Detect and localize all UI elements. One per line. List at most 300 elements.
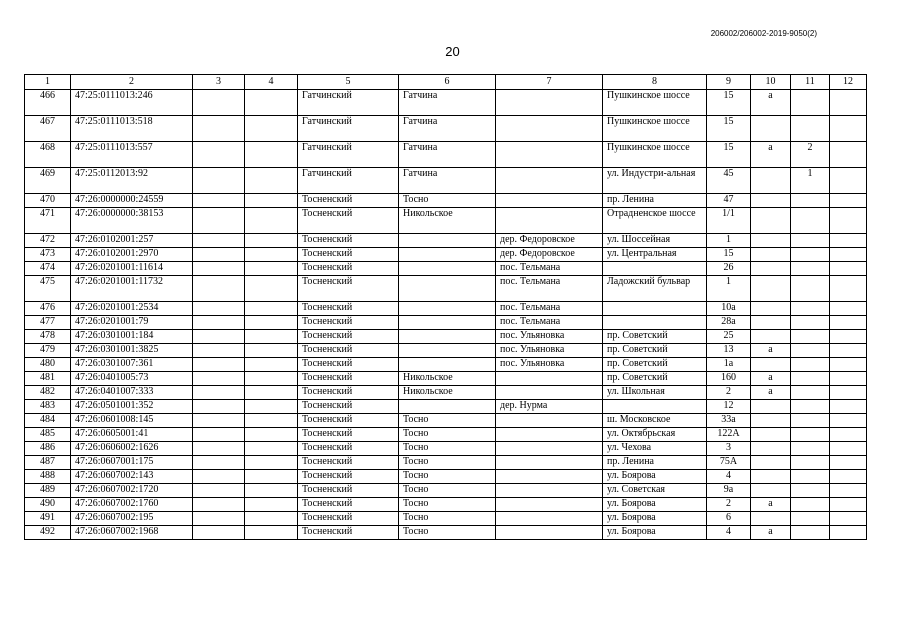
district-cell: Тосненский: [298, 248, 399, 262]
table-row: [25, 498, 867, 512]
col-3-cell: [193, 358, 245, 372]
col-4-cell: [245, 142, 298, 168]
locality-cell: [496, 428, 603, 442]
col-4-cell: [245, 116, 298, 142]
col-3-cell: [193, 526, 245, 540]
street-cell: Ладожский бульвар: [603, 276, 707, 302]
col-4-cell: [245, 470, 298, 484]
structure-cell: [791, 344, 830, 358]
building-cell: а: [751, 498, 791, 512]
structure-cell: [791, 512, 830, 526]
district-cell: Гатчинский: [298, 168, 399, 194]
column-header: 12: [830, 75, 867, 90]
col-12-cell: [830, 330, 867, 344]
col-4-cell: [245, 372, 298, 386]
street-cell: ул. Шоссейная: [603, 234, 707, 248]
settlement-cell: [399, 248, 496, 262]
house-number-cell: 3: [707, 442, 751, 456]
row-number-cell: 492: [25, 526, 71, 540]
table-row: [25, 302, 867, 316]
cadastral-number-cell: 47:26:0201001:11614: [71, 262, 193, 276]
building-cell: [751, 248, 791, 262]
structure-cell: [791, 330, 830, 344]
building-cell: [751, 116, 791, 142]
cadastral-number-cell: 47:25:0111013:518: [71, 116, 193, 142]
street-cell: Пушкинское шоссе: [603, 90, 707, 116]
building-cell: [751, 428, 791, 442]
building-cell: а: [751, 386, 791, 400]
building-cell: [751, 358, 791, 372]
structure-cell: 2: [791, 142, 830, 168]
structure-cell: [791, 208, 830, 234]
structure-cell: [791, 116, 830, 142]
settlement-cell: Гатчина: [399, 168, 496, 194]
house-number-cell: 15: [707, 248, 751, 262]
col-12-cell: [830, 302, 867, 316]
settlement-cell: Тосно: [399, 470, 496, 484]
row-number-cell: 484: [25, 414, 71, 428]
house-number-cell: 33а: [707, 414, 751, 428]
col-3-cell: [193, 208, 245, 234]
house-number-cell: 47: [707, 194, 751, 208]
street-cell: [603, 262, 707, 276]
col-4-cell: [245, 248, 298, 262]
col-12-cell: [830, 498, 867, 512]
row-number-cell: 466: [25, 90, 71, 116]
building-cell: [751, 414, 791, 428]
col-4-cell: [245, 526, 298, 540]
row-number-cell: 470: [25, 194, 71, 208]
street-cell: Отрадненское шоссе: [603, 208, 707, 234]
street-cell: ул. Октябрьская: [603, 428, 707, 442]
settlement-cell: [399, 276, 496, 302]
cadastral-number-cell: 47:26:0607002:1720: [71, 484, 193, 498]
col-4-cell: [245, 484, 298, 498]
district-cell: Тосненский: [298, 194, 399, 208]
col-3-cell: [193, 262, 245, 276]
col-12-cell: [830, 316, 867, 330]
col-4-cell: [245, 168, 298, 194]
col-12-cell: [830, 358, 867, 372]
settlement-cell: Тосно: [399, 512, 496, 526]
row-number-cell: 483: [25, 400, 71, 414]
col-4-cell: [245, 208, 298, 234]
col-12-cell: [830, 414, 867, 428]
table-row: [25, 414, 867, 428]
cadastral-number-cell: 47:26:0102001:2970: [71, 248, 193, 262]
district-cell: Гатчинский: [298, 142, 399, 168]
cadastral-number-cell: 47:26:0102001:257: [71, 234, 193, 248]
house-number-cell: 25: [707, 330, 751, 344]
building-cell: [751, 262, 791, 276]
building-cell: [751, 208, 791, 234]
building-cell: а: [751, 526, 791, 540]
street-cell: пр. Ленина: [603, 194, 707, 208]
house-number-cell: 1: [707, 276, 751, 302]
street-cell: ул. Боярова: [603, 498, 707, 512]
col-12-cell: [830, 142, 867, 168]
cadastral-number-cell: 47:26:0605001:41: [71, 428, 193, 442]
col-3-cell: [193, 90, 245, 116]
table-row: [25, 90, 867, 116]
col-12-cell: [830, 90, 867, 116]
locality-cell: [496, 512, 603, 526]
house-number-cell: 4: [707, 470, 751, 484]
building-cell: а: [751, 344, 791, 358]
row-number-cell: 469: [25, 168, 71, 194]
district-cell: Тосненский: [298, 234, 399, 248]
structure-cell: [791, 358, 830, 372]
structure-cell: [791, 470, 830, 484]
cadastral-number-cell: 47:26:0606002:1626: [71, 442, 193, 456]
settlement-cell: Тосно: [399, 456, 496, 470]
row-number-cell: 489: [25, 484, 71, 498]
col-4-cell: [245, 90, 298, 116]
building-cell: [751, 234, 791, 248]
col-12-cell: [830, 372, 867, 386]
district-cell: Тосненский: [298, 470, 399, 484]
house-number-cell: 2: [707, 386, 751, 400]
table-row: [25, 276, 867, 302]
street-cell: ул. Центральная: [603, 248, 707, 262]
cadastral-number-cell: 47:26:0301001:3825: [71, 344, 193, 358]
col-4-cell: [245, 428, 298, 442]
street-cell: ул. Боярова: [603, 512, 707, 526]
col-12-cell: [830, 276, 867, 302]
building-cell: [751, 330, 791, 344]
col-3-cell: [193, 330, 245, 344]
cadastral-number-cell: 47:26:0607002:143: [71, 470, 193, 484]
table-row: [25, 344, 867, 358]
locality-cell: пос. Тельмана: [496, 262, 603, 276]
building-cell: [751, 194, 791, 208]
building-cell: [751, 400, 791, 414]
cadastral-number-cell: 47:25:0112013:92: [71, 168, 193, 194]
settlement-cell: [399, 330, 496, 344]
street-cell: ул. Боярова: [603, 526, 707, 540]
col-4-cell: [245, 234, 298, 248]
table-row: [25, 484, 867, 498]
house-number-cell: 28а: [707, 316, 751, 330]
house-number-cell: 13: [707, 344, 751, 358]
structure-cell: [791, 276, 830, 302]
locality-cell: пос. Тельмана: [496, 316, 603, 330]
table-row: [25, 168, 867, 194]
settlement-cell: [399, 262, 496, 276]
structure-cell: [791, 428, 830, 442]
house-number-cell: 26: [707, 262, 751, 276]
cadastral-number-cell: 47:26:0401007:333: [71, 386, 193, 400]
settlement-cell: Тосно: [399, 194, 496, 208]
column-header: 4: [245, 75, 298, 90]
table-row: [25, 262, 867, 276]
col-12-cell: [830, 262, 867, 276]
locality-cell: дер. Федоровское: [496, 234, 603, 248]
district-cell: Тосненский: [298, 302, 399, 316]
locality-cell: [496, 414, 603, 428]
district-cell: Тосненский: [298, 276, 399, 302]
street-cell: [603, 302, 707, 316]
table-row: [25, 116, 867, 142]
row-number-cell: 481: [25, 372, 71, 386]
table-row: [25, 372, 867, 386]
cadastral-number-cell: 47:26:0607002:1760: [71, 498, 193, 512]
table-row: [25, 142, 867, 168]
column-number-row: [25, 75, 867, 90]
locality-cell: [496, 90, 603, 116]
row-number-cell: 486: [25, 442, 71, 456]
locality-cell: пос. Ульяновка: [496, 330, 603, 344]
row-number-cell: 478: [25, 330, 71, 344]
col-3-cell: [193, 414, 245, 428]
house-number-cell: 1/1: [707, 208, 751, 234]
table-row: [25, 316, 867, 330]
settlement-cell: [399, 358, 496, 372]
locality-cell: пос. Ульяновка: [496, 358, 603, 372]
col-4-cell: [245, 194, 298, 208]
table-row: [25, 442, 867, 456]
col-12-cell: [830, 456, 867, 470]
col-3-cell: [193, 194, 245, 208]
structure-cell: [791, 302, 830, 316]
col-3-cell: [193, 248, 245, 262]
settlement-cell: Тосно: [399, 414, 496, 428]
table-row: [25, 386, 867, 400]
house-number-cell: 1: [707, 234, 751, 248]
column-header: 9: [707, 75, 751, 90]
cadastral-number-cell: 47:26:0201001:2534: [71, 302, 193, 316]
col-12-cell: [830, 400, 867, 414]
cadastral-number-cell: 47:25:0111013:246: [71, 90, 193, 116]
row-number-cell: 475: [25, 276, 71, 302]
col-3-cell: [193, 168, 245, 194]
district-cell: Тосненский: [298, 484, 399, 498]
building-cell: [751, 168, 791, 194]
house-number-cell: 15: [707, 142, 751, 168]
building-cell: [751, 484, 791, 498]
cadastral-number-cell: 47:26:0501001:352: [71, 400, 193, 414]
table-row: [25, 248, 867, 262]
structure-cell: [791, 526, 830, 540]
locality-cell: дер. Нурма: [496, 400, 603, 414]
locality-cell: [496, 142, 603, 168]
building-cell: [751, 276, 791, 302]
col-3-cell: [193, 442, 245, 456]
district-cell: Тосненский: [298, 456, 399, 470]
row-number-cell: 490: [25, 498, 71, 512]
table-row: [25, 526, 867, 540]
col-12-cell: [830, 208, 867, 234]
structure-cell: [791, 498, 830, 512]
row-number-cell: 474: [25, 262, 71, 276]
street-cell: ул. Боярова: [603, 470, 707, 484]
settlement-cell: Тосно: [399, 428, 496, 442]
table-row: [25, 428, 867, 442]
district-cell: Тосненский: [298, 428, 399, 442]
col-12-cell: [830, 512, 867, 526]
street-cell: пр. Советский: [603, 344, 707, 358]
col-12-cell: [830, 344, 867, 358]
structure-cell: [791, 372, 830, 386]
row-number-cell: 467: [25, 116, 71, 142]
cadastral-number-cell: 47:26:0000000:38153: [71, 208, 193, 234]
building-cell: [751, 442, 791, 456]
house-number-cell: 2: [707, 498, 751, 512]
district-cell: Тосненский: [298, 358, 399, 372]
col-12-cell: [830, 168, 867, 194]
column-header: 8: [603, 75, 707, 90]
settlement-cell: Никольское: [399, 208, 496, 234]
col-4-cell: [245, 358, 298, 372]
street-cell: Пушкинское шоссе: [603, 142, 707, 168]
locality-cell: [496, 386, 603, 400]
cadastral-number-cell: 47:26:0607001:175: [71, 456, 193, 470]
house-number-cell: 6: [707, 512, 751, 526]
settlement-cell: Тосно: [399, 484, 496, 498]
col-4-cell: [245, 386, 298, 400]
col-3-cell: [193, 484, 245, 498]
structure-cell: [791, 194, 830, 208]
house-number-cell: 122А: [707, 428, 751, 442]
column-header: 6: [399, 75, 496, 90]
district-cell: Гатчинский: [298, 90, 399, 116]
col-3-cell: [193, 386, 245, 400]
district-cell: Тосненский: [298, 386, 399, 400]
building-cell: а: [751, 372, 791, 386]
structure-cell: [791, 442, 830, 456]
settlement-cell: [399, 344, 496, 358]
house-number-cell: 12: [707, 400, 751, 414]
building-cell: [751, 316, 791, 330]
settlement-cell: Никольское: [399, 372, 496, 386]
street-cell: [603, 316, 707, 330]
col-12-cell: [830, 526, 867, 540]
street-cell: ул. Советская: [603, 484, 707, 498]
settlement-cell: [399, 234, 496, 248]
table-row: [25, 234, 867, 248]
street-cell: пр. Советский: [603, 358, 707, 372]
column-header: 7: [496, 75, 603, 90]
house-number-cell: 4: [707, 526, 751, 540]
street-cell: пр. Советский: [603, 372, 707, 386]
house-number-cell: 15: [707, 90, 751, 116]
table-row: [25, 330, 867, 344]
col-4-cell: [245, 400, 298, 414]
structure-cell: [791, 400, 830, 414]
district-cell: Тосненский: [298, 498, 399, 512]
col-4-cell: [245, 302, 298, 316]
settlement-cell: [399, 302, 496, 316]
house-number-cell: 45: [707, 168, 751, 194]
table-body: [25, 90, 867, 540]
row-number-cell: 477: [25, 316, 71, 330]
col-3-cell: [193, 372, 245, 386]
col-3-cell: [193, 316, 245, 330]
row-number-cell: 468: [25, 142, 71, 168]
col-3-cell: [193, 302, 245, 316]
col-3-cell: [193, 428, 245, 442]
settlement-cell: Тосно: [399, 526, 496, 540]
table-row: [25, 470, 867, 484]
row-number-cell: 476: [25, 302, 71, 316]
row-number-cell: 482: [25, 386, 71, 400]
district-cell: Тосненский: [298, 208, 399, 234]
table-row: [25, 194, 867, 208]
building-cell: [751, 302, 791, 316]
structure-cell: [791, 456, 830, 470]
col-3-cell: [193, 116, 245, 142]
document-reference: 206002/206002-2019-9050(2): [710, 29, 817, 38]
street-cell: ш. Московское: [603, 414, 707, 428]
cadastral-number-cell: 47:26:0607002:195: [71, 512, 193, 526]
col-3-cell: [193, 456, 245, 470]
cadastral-number-cell: 47:26:0201001:11732: [71, 276, 193, 302]
row-number-cell: 480: [25, 358, 71, 372]
row-number-cell: 485: [25, 428, 71, 442]
col-12-cell: [830, 234, 867, 248]
column-header: 5: [298, 75, 399, 90]
cadastral-number-cell: 47:26:0000000:24559: [71, 194, 193, 208]
col-3-cell: [193, 470, 245, 484]
settlement-cell: Гатчина: [399, 90, 496, 116]
structure-cell: [791, 248, 830, 262]
cadastral-number-cell: 47:26:0401005:73: [71, 372, 193, 386]
registry-table: [24, 74, 867, 540]
house-number-cell: 9а: [707, 484, 751, 498]
cadastral-number-cell: 47:26:0607002:1968: [71, 526, 193, 540]
district-cell: Тосненский: [298, 512, 399, 526]
building-cell: [751, 470, 791, 484]
settlement-cell: [399, 400, 496, 414]
street-cell: пр. Советский: [603, 330, 707, 344]
district-cell: Тосненский: [298, 316, 399, 330]
district-cell: Тосненский: [298, 372, 399, 386]
col-12-cell: [830, 470, 867, 484]
structure-cell: [791, 90, 830, 116]
row-number-cell: 472: [25, 234, 71, 248]
col-3-cell: [193, 344, 245, 358]
street-cell: ул. Школьная: [603, 386, 707, 400]
col-3-cell: [193, 276, 245, 302]
col-4-cell: [245, 414, 298, 428]
col-3-cell: [193, 142, 245, 168]
col-12-cell: [830, 484, 867, 498]
col-4-cell: [245, 456, 298, 470]
structure-cell: [791, 234, 830, 248]
column-header: 1: [25, 75, 71, 90]
cadastral-number-cell: 47:26:0601008:145: [71, 414, 193, 428]
row-number-cell: 491: [25, 512, 71, 526]
street-cell: ул. Чехова: [603, 442, 707, 456]
district-cell: Тосненский: [298, 414, 399, 428]
cadastral-number-cell: 47:25:0111013:557: [71, 142, 193, 168]
col-3-cell: [193, 512, 245, 526]
settlement-cell: Гатчина: [399, 116, 496, 142]
locality-cell: [496, 484, 603, 498]
settlement-cell: Гатчина: [399, 142, 496, 168]
street-cell: ул. Индустри-альная: [603, 168, 707, 194]
settlement-cell: Никольское: [399, 386, 496, 400]
structure-cell: [791, 386, 830, 400]
table-row: [25, 208, 867, 234]
building-cell: а: [751, 90, 791, 116]
settlement-cell: [399, 316, 496, 330]
col-12-cell: [830, 386, 867, 400]
locality-cell: пос. Тельмана: [496, 276, 603, 302]
col-12-cell: [830, 442, 867, 456]
table-row: [25, 358, 867, 372]
district-cell: Тосненский: [298, 330, 399, 344]
